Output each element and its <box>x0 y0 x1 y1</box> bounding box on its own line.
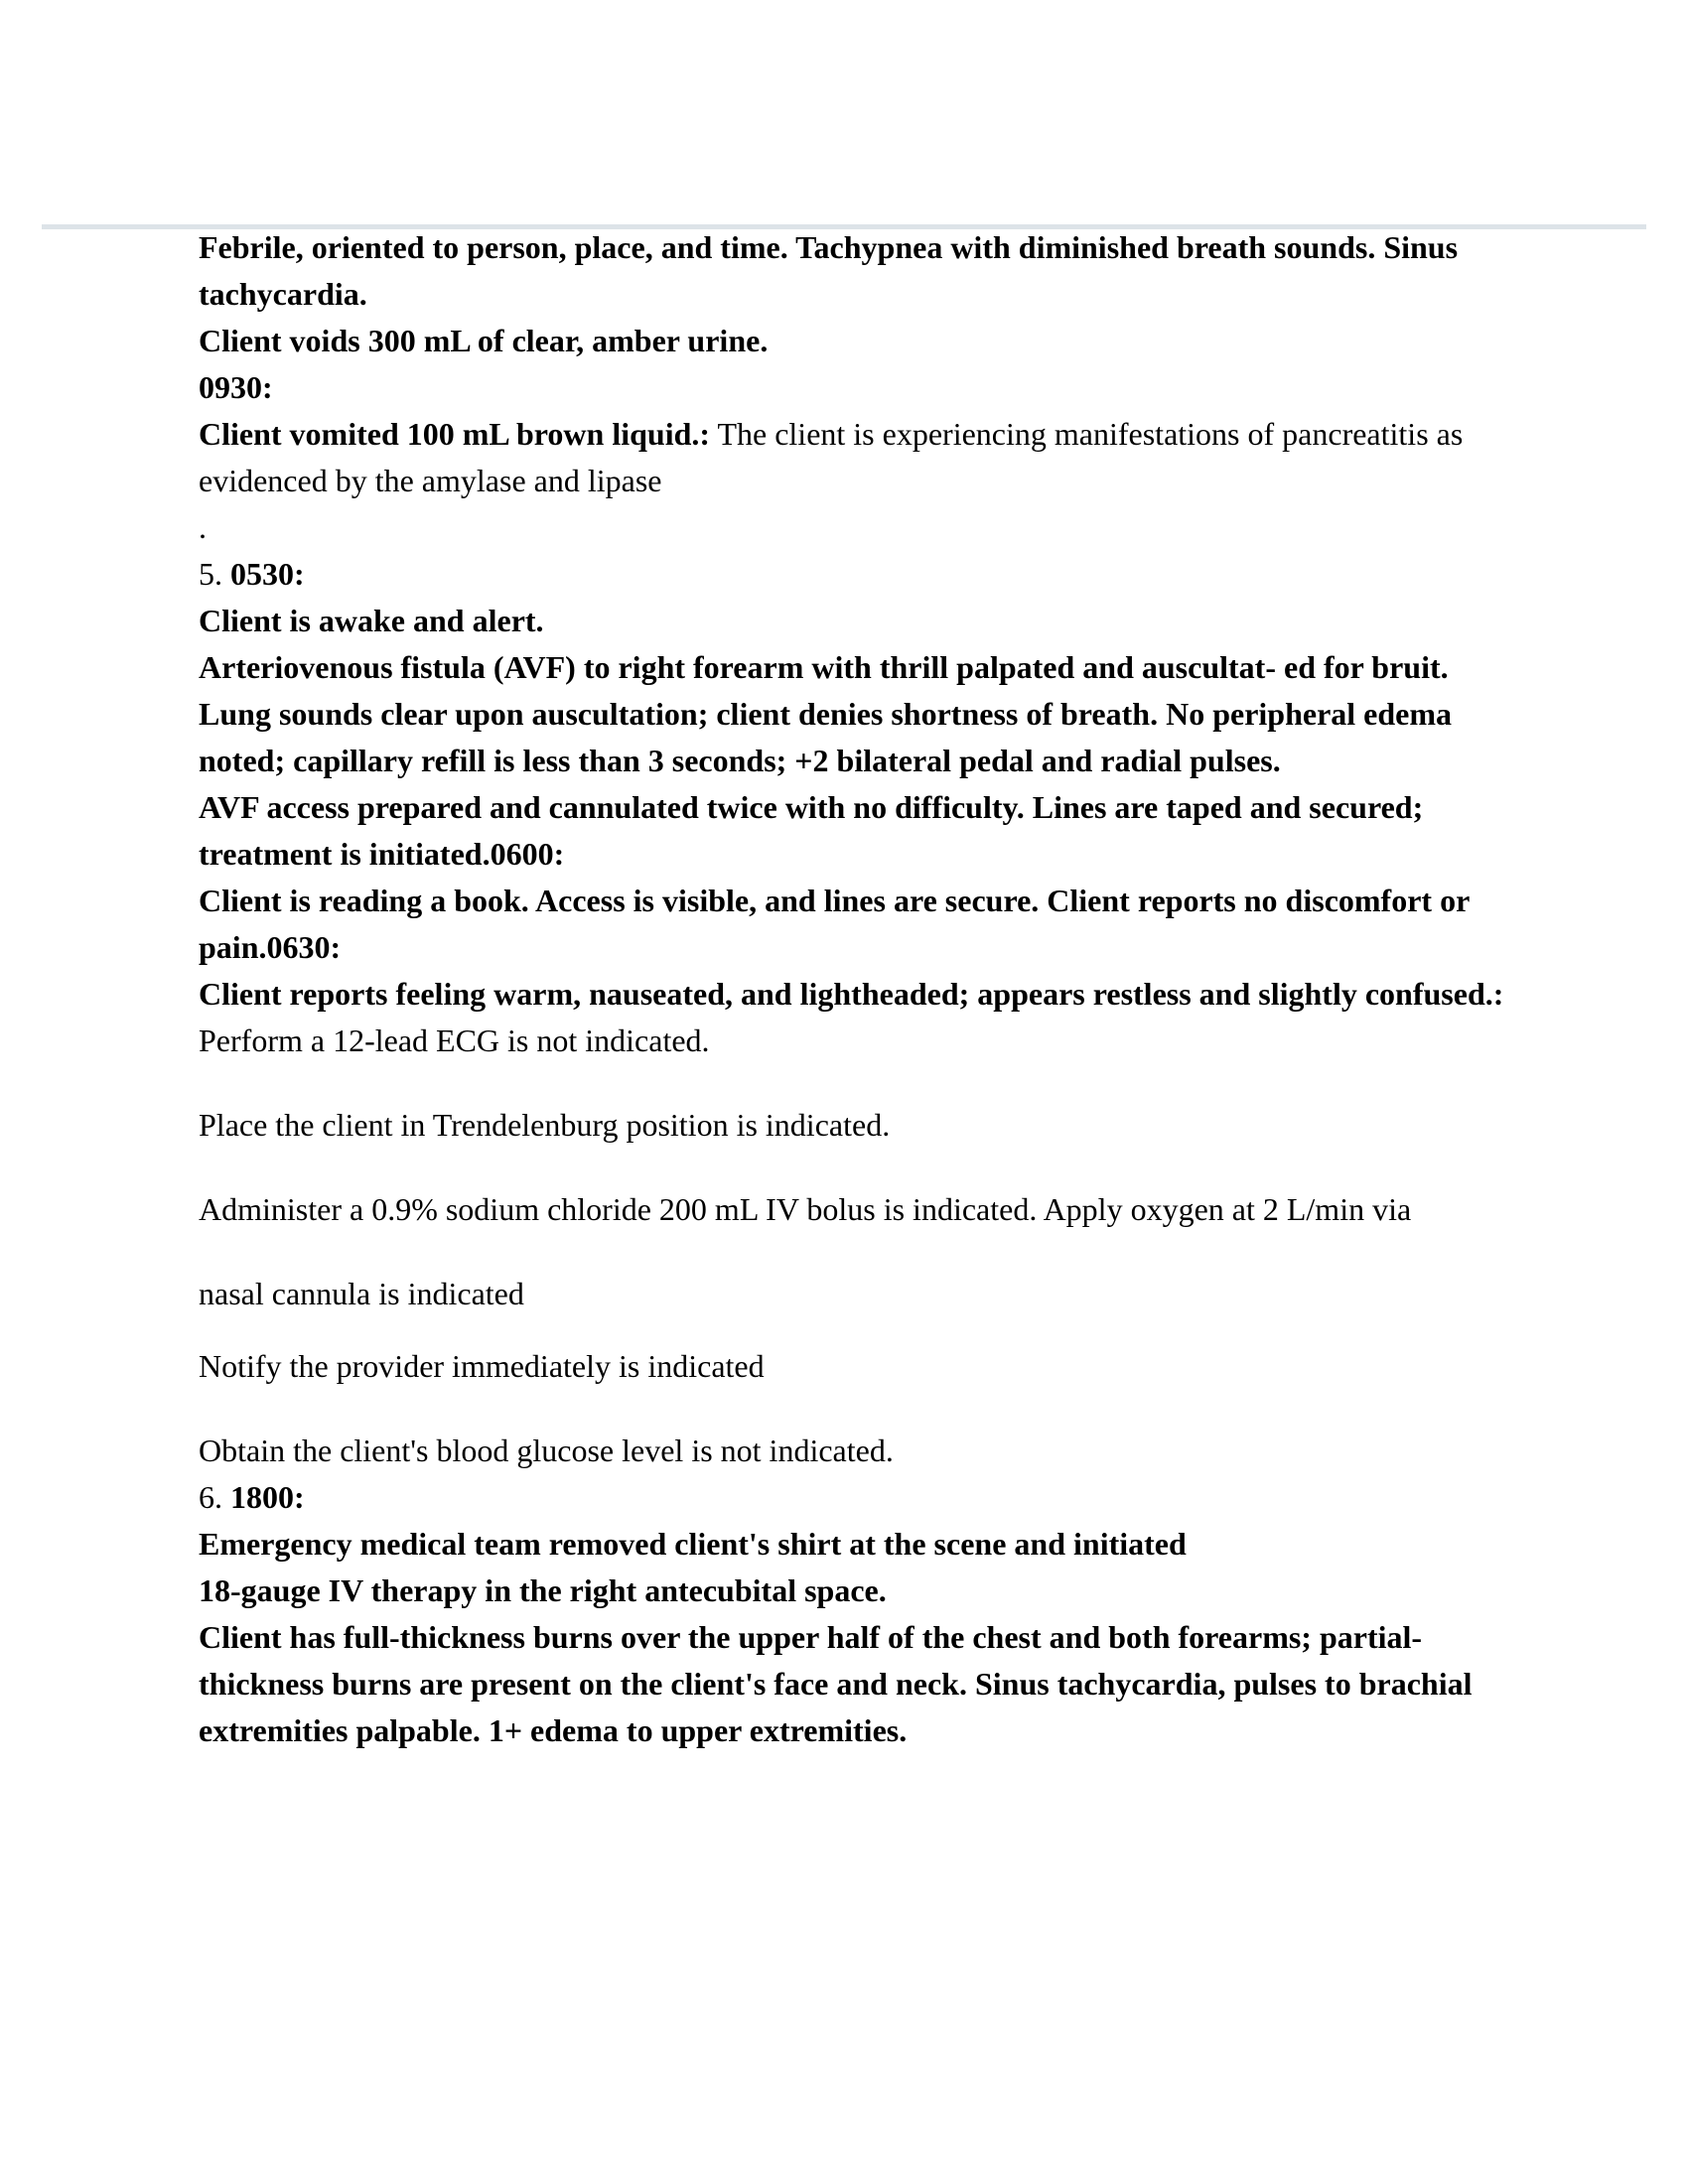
lung-sounds: Lung sounds clear upon auscultation; client denies shortness of breath. No peripheral edema noted; capillary refill is less than 3 seconds; +2 bilateral pedal and radial pulses. <box>199 696 1453 778</box>
administer-bolus: Administer a 0.9% sodium chloride 200 mL IV bolus is indicated. Apply oxygen at 2 L/min via <box>199 1191 1412 1227</box>
avf-access: AVF access prepared and cannulated twice with no difficulty. Lines are taped and secured; treatment is initiated.0600: <box>199 789 1424 872</box>
nasal-cannula: nasal cannula is indicated <box>199 1276 524 1311</box>
time-1800: 1800: <box>230 1479 305 1515</box>
warm-nauseated-label: Client reports feeling warm, nauseated, and lightheaded; appears restless and slightly confused.: <box>199 976 1504 1012</box>
item-5-heading <box>199 551 1529 598</box>
vomited-entry <box>199 411 1529 504</box>
ems-shirt: Emergency medical team removed client's shirt at the scene and initiated <box>199 1526 1187 1562</box>
time-0930: 0930: <box>199 369 273 405</box>
assessment-febrile: Febrile, oriented to person, place, and time. Tachypnea with diminished breath sounds. Sinus tachycardia. <box>199 229 1459 312</box>
period-line: . <box>199 509 207 545</box>
item-5-number: 5. <box>199 556 230 592</box>
ecg-rationale: Perform a 12-lead ECG is not indicated. <box>199 1023 710 1058</box>
reading-book: Client is reading a book. Access is visible, and lines are secure. Client reports no discomfort or pain.0630: <box>199 883 1470 965</box>
item-6-heading <box>199 1474 1529 1521</box>
iv-therapy: 18-gauge IV therapy in the right antecubital space. <box>199 1572 887 1608</box>
pancreatitis-rationale: The client is experiencing manifestations of pancreatitis as evidenced by the amylase and lipase <box>199 416 1464 498</box>
blood-glucose: Obtain the client's blood glucose level is not indicated. <box>199 1433 894 1468</box>
trendelenburg: Place the client in Trendelenburg position is indicated. <box>199 1107 891 1143</box>
avf-thrill: Arteriovenous fistula (AVF) to right forearm with thrill palpated and auscultat- ed for bruit. <box>199 649 1449 685</box>
item-6-number: 6. <box>199 1479 230 1515</box>
document-body <box>199 224 1529 1754</box>
assessment-urine: Client voids 300 mL of clear, amber urine. <box>199 323 769 358</box>
time-0530: 0530: <box>230 556 305 592</box>
notify-provider: Notify the provider immediately is indicated <box>199 1348 765 1384</box>
burns-description: Client has full-thickness burns over the upper half of the chest and both forearms; partial-thickness burns are present on the client's face and neck. Sinus tachycardia, pulses to brachial extremities palpable. 1+ edema to upper extremities. <box>199 1619 1473 1748</box>
awake-alert: Client is awake and alert. <box>199 603 544 638</box>
warm-nauseated-entry <box>199 971 1529 1064</box>
vomited-label: Client vomited 100 mL brown liquid.: <box>199 416 711 452</box>
